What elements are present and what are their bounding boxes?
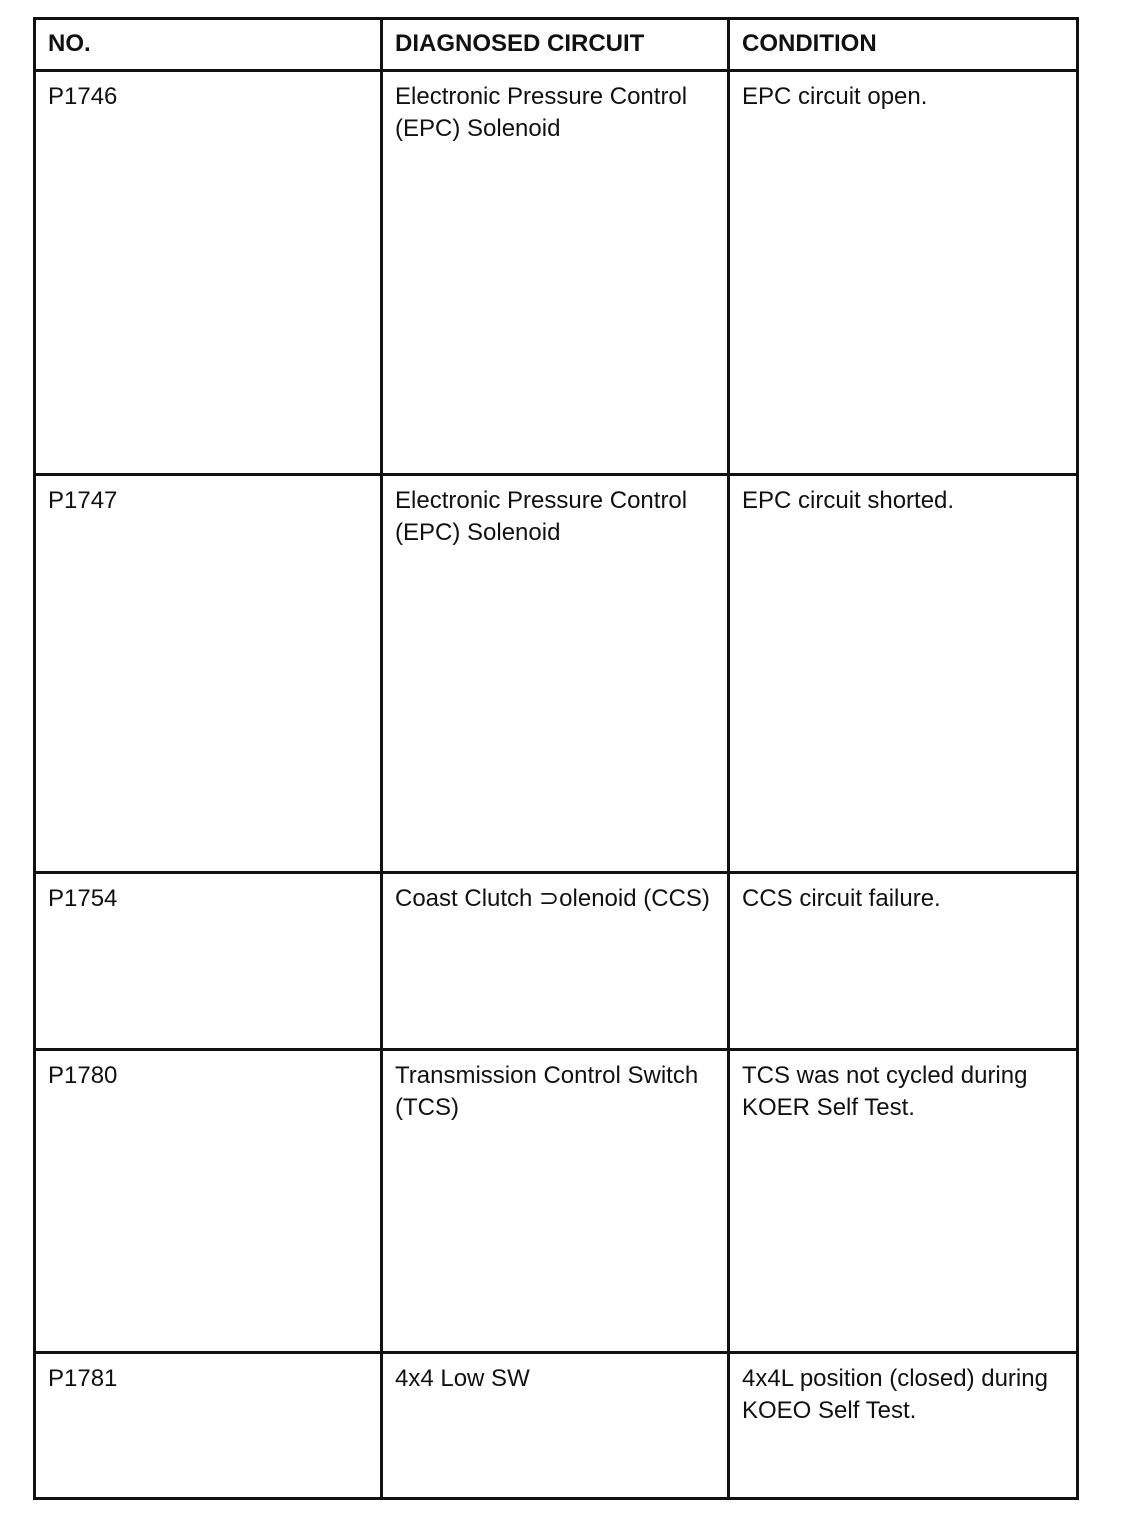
table-row: [35, 873, 1078, 1050]
condition-cell: EPC circuit shorted.: [729, 475, 1078, 873]
condition-cell: EPC circuit open.: [729, 71, 1078, 475]
condition-cell: TCS was not cycled during KOER Self Test.: [729, 1050, 1078, 1353]
table-header-row: [35, 19, 1078, 71]
condition-cell: CCS circuit failure.: [729, 873, 1078, 1050]
table-row: [35, 475, 1078, 873]
code-cell: P1781: [35, 1353, 382, 1499]
code-cell: P1746: [35, 71, 382, 475]
table-row: [35, 71, 1078, 475]
circuit-cell: Coast Clutch ⊃olenoid (CCS): [382, 873, 729, 1050]
circuit-cell: Transmission Control Switch (TCS): [382, 1050, 729, 1353]
diagnostic-code-table: [33, 17, 1079, 1500]
table-row: [35, 1050, 1078, 1353]
header-no: NO.: [35, 19, 382, 71]
code-cell: P1747: [35, 475, 382, 873]
header-diagnosed-circuit: DIAGNOSED CIRCUIT: [382, 19, 729, 71]
circuit-cell: Electronic Pressure Control (EPC) Solenoid: [382, 71, 729, 475]
circuit-cell: Electronic Pressure Control (EPC) Solenoid: [382, 475, 729, 873]
header-condition: CONDITION: [729, 19, 1078, 71]
code-cell: P1754: [35, 873, 382, 1050]
circuit-cell: 4x4 Low SW: [382, 1353, 729, 1499]
code-cell: P1780: [35, 1050, 382, 1353]
condition-cell: 4x4L position (closed) during KOEO Self Test.: [729, 1353, 1078, 1499]
table-row: [35, 1353, 1078, 1499]
